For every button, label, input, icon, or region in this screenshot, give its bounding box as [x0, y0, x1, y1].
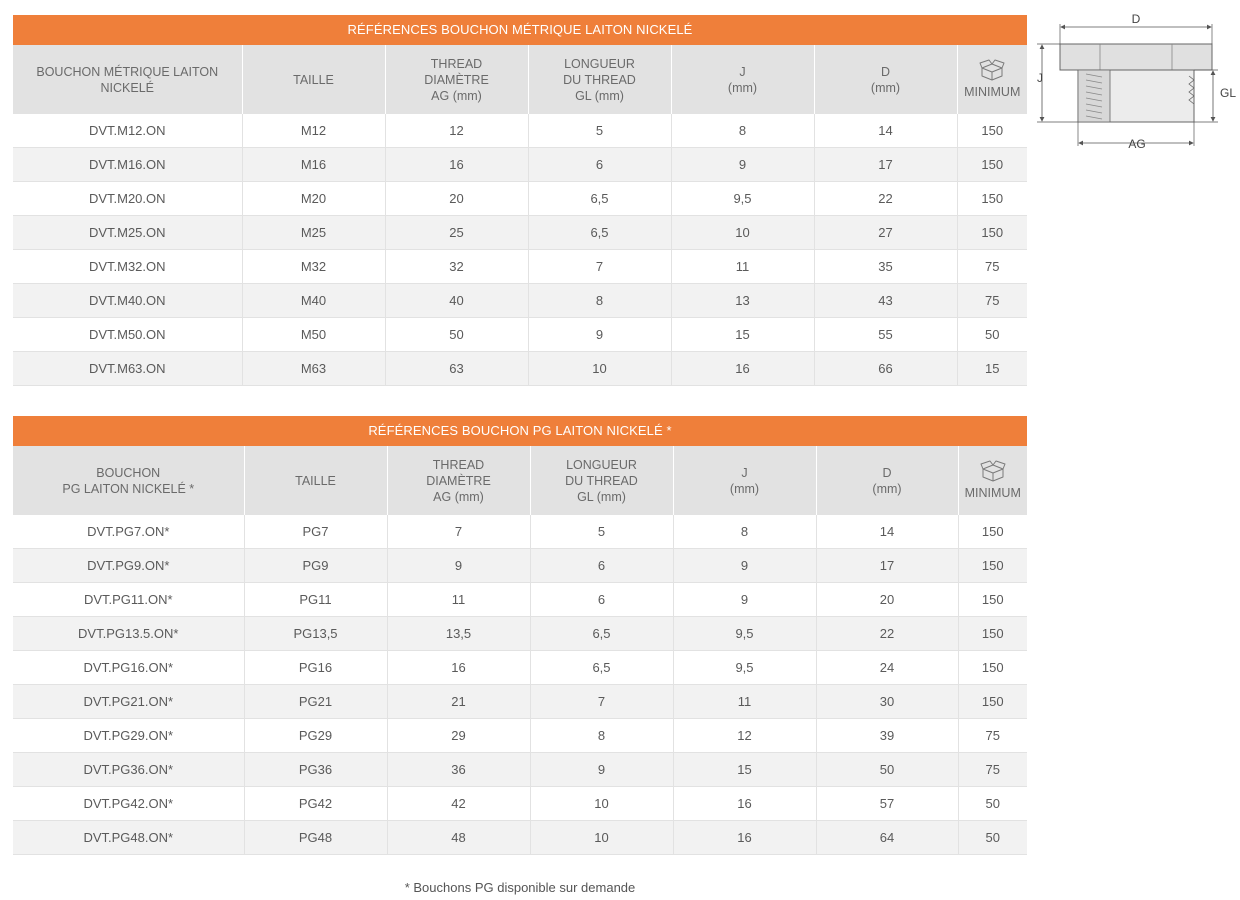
d-cell: 27: [814, 216, 957, 250]
table-row: [13, 182, 1027, 216]
ref-cell: DVT.PG42.ON*: [13, 787, 244, 821]
ref-cell: DVT.M12.ON: [13, 114, 242, 148]
thread-cell: 20: [385, 182, 528, 216]
table-row: [13, 787, 1027, 821]
d-cell: 64: [816, 821, 958, 855]
table-row: [13, 284, 1027, 318]
taille-column-header: TAILLE: [242, 45, 385, 114]
taille-cell: M40: [242, 284, 385, 318]
minimum-cell: 150: [958, 549, 1027, 583]
thread-cell: 9: [387, 549, 530, 583]
table-row: [13, 685, 1027, 719]
longueur-cell: 10: [530, 821, 673, 855]
thread-column-header: THREAD DIAMÈTRE AG (mm): [385, 45, 528, 114]
taille-cell: PG9: [244, 549, 387, 583]
pg-header-row: [13, 446, 1027, 515]
minimum-cell: 15: [957, 352, 1027, 386]
table-row: [13, 719, 1027, 753]
pg-plug-table: [13, 416, 1027, 855]
longueur-cell: 10: [528, 352, 671, 386]
thread-cell: 16: [387, 651, 530, 685]
j-cell: 16: [671, 352, 814, 386]
table-row: [13, 216, 1027, 250]
minimum-column-header: MINIMUM: [957, 45, 1027, 114]
longueur-cell: 6: [528, 148, 671, 182]
ref-cell: DVT.PG21.ON*: [13, 685, 244, 719]
longueur-column-header: LONGUEUR DU THREAD GL (mm): [528, 45, 671, 114]
table-row: [13, 250, 1027, 284]
minimum-cell: 150: [957, 114, 1027, 148]
table-row: [13, 114, 1027, 148]
table-row: [13, 148, 1027, 182]
table-row: [13, 318, 1027, 352]
d-cell: 66: [814, 352, 957, 386]
thread-cell: 63: [385, 352, 528, 386]
d-cell: 20: [816, 583, 958, 617]
j-cell: 11: [671, 250, 814, 284]
j-cell: 9: [673, 583, 816, 617]
longueur-cell: 6: [530, 583, 673, 617]
thread-cell: 42: [387, 787, 530, 821]
ref-cell: DVT.M63.ON: [13, 352, 242, 386]
table-row: [13, 753, 1027, 787]
taille-cell: M25: [242, 216, 385, 250]
minimum-cell: 150: [957, 216, 1027, 250]
thread-cell: 36: [387, 753, 530, 787]
minimum-cell: 150: [958, 515, 1027, 549]
longueur-cell: 10: [530, 787, 673, 821]
d-cell: 17: [816, 549, 958, 583]
j-cell: 8: [673, 515, 816, 549]
j-cell: 9: [671, 148, 814, 182]
longueur-cell: 8: [528, 284, 671, 318]
dimension-label-ag: AG: [1128, 137, 1146, 151]
j-cell: 9,5: [671, 182, 814, 216]
d-cell: 14: [816, 515, 958, 549]
table-row: [13, 352, 1027, 386]
d-cell: 24: [816, 651, 958, 685]
j-cell: 8: [671, 114, 814, 148]
minimum-cell: 75: [958, 753, 1027, 787]
thread-cell: 16: [385, 148, 528, 182]
taille-cell: PG48: [244, 821, 387, 855]
ref-cell: DVT.M50.ON: [13, 318, 242, 352]
table-row: [13, 515, 1027, 549]
j-cell: 9,5: [673, 617, 816, 651]
j-cell: 13: [671, 284, 814, 318]
table-row: [13, 583, 1027, 617]
ref-cell: DVT.PG13.5.ON*: [13, 617, 244, 651]
metric-table-body: [13, 114, 1027, 386]
longueur-cell: 5: [530, 515, 673, 549]
thread-cell: 40: [385, 284, 528, 318]
footnote: * Bouchons PG disponible sur demande: [404, 880, 636, 895]
longueur-cell: 7: [528, 250, 671, 284]
j-cell: 15: [673, 753, 816, 787]
taille-cell: M50: [242, 318, 385, 352]
dimension-label-gl: GL: [1219, 86, 1237, 100]
minimum-cell: 75: [957, 284, 1027, 318]
ref-cell: DVT.PG9.ON*: [13, 549, 244, 583]
d-cell: 22: [816, 617, 958, 651]
longueur-cell: 6: [530, 549, 673, 583]
thread-cell: 29: [387, 719, 530, 753]
pg-table-body: [13, 515, 1027, 855]
j-cell: 15: [671, 318, 814, 352]
minimum-cell: 75: [957, 250, 1027, 284]
ref-column-header: BOUCHON MÉTRIQUE LAITON NICKELÉ: [13, 45, 242, 114]
metric-plug-table: [13, 15, 1027, 386]
metric-header-row: [13, 45, 1027, 114]
metric-table-title: RÉFÉRENCES BOUCHON MÉTRIQUE LAITON NICKELÉ: [13, 15, 1027, 45]
longueur-cell: 6,5: [530, 651, 673, 685]
thread-cell: 21: [387, 685, 530, 719]
minimum-cell: 50: [958, 787, 1027, 821]
thread-cell: 50: [385, 318, 528, 352]
j-cell: 12: [673, 719, 816, 753]
table-row: [13, 821, 1027, 855]
taille-cell: PG7: [244, 515, 387, 549]
taille-cell: M16: [242, 148, 385, 182]
j-cell: 11: [673, 685, 816, 719]
d-cell: 43: [814, 284, 957, 318]
d-cell: 50: [816, 753, 958, 787]
table-row: [13, 549, 1027, 583]
taille-cell: PG36: [244, 753, 387, 787]
ref-cell: DVT.M25.ON: [13, 216, 242, 250]
d-cell: 55: [814, 318, 957, 352]
thread-cell: 32: [385, 250, 528, 284]
j-cell: 9: [673, 549, 816, 583]
d-cell: 39: [816, 719, 958, 753]
d-cell: 30: [816, 685, 958, 719]
d-cell: 17: [814, 148, 957, 182]
taille-cell: PG29: [244, 719, 387, 753]
minimum-cell: 150: [958, 651, 1027, 685]
ref-cell: DVT.M32.ON: [13, 250, 242, 284]
ref-cell: DVT.PG7.ON*: [13, 515, 244, 549]
d-cell: 22: [814, 182, 957, 216]
longueur-cell: 9: [528, 318, 671, 352]
d-cell: 14: [814, 114, 957, 148]
taille-cell: M20: [242, 182, 385, 216]
j-cell: 9,5: [673, 651, 816, 685]
longueur-cell: 8: [530, 719, 673, 753]
taille-cell: M63: [242, 352, 385, 386]
minimum-cell: 150: [957, 148, 1027, 182]
dimension-label-j: J: [1037, 71, 1043, 85]
pg-table-title: RÉFÉRENCES BOUCHON PG LAITON NICKELÉ *: [13, 416, 1027, 446]
longueur-column-header: LONGUEUR DU THREAD GL (mm): [530, 446, 673, 515]
minimum-cell: 150: [957, 182, 1027, 216]
table-row: [13, 617, 1027, 651]
taille-cell: M32: [242, 250, 385, 284]
longueur-cell: 7: [530, 685, 673, 719]
dimension-label-d: D: [1131, 12, 1141, 26]
j-cell: 16: [673, 787, 816, 821]
ref-cell: DVT.PG11.ON*: [13, 583, 244, 617]
ref-cell: DVT.M20.ON: [13, 182, 242, 216]
taille-cell: PG16: [244, 651, 387, 685]
thread-cell: 48: [387, 821, 530, 855]
longueur-cell: 6,5: [530, 617, 673, 651]
ref-cell: DVT.PG48.ON*: [13, 821, 244, 855]
box-icon: [980, 460, 1006, 482]
thread-cell: 7: [387, 515, 530, 549]
minimum-cell: 150: [958, 685, 1027, 719]
minimum-cell: 50: [957, 318, 1027, 352]
longueur-cell: 6,5: [528, 216, 671, 250]
ref-cell: DVT.M16.ON: [13, 148, 242, 182]
thread-column-header: THREAD DIAMÈTRE AG (mm): [387, 446, 530, 515]
minimum-cell: 150: [958, 583, 1027, 617]
minimum-cell: 50: [958, 821, 1027, 855]
thread-cell: 25: [385, 216, 528, 250]
thread-cell: 13,5: [387, 617, 530, 651]
ref-cell: DVT.M40.ON: [13, 284, 242, 318]
j-column-header: J (mm): [671, 45, 814, 114]
thread-cell: 12: [385, 114, 528, 148]
longueur-cell: 9: [530, 753, 673, 787]
minimum-column-header: MINIMUM: [958, 446, 1027, 515]
ref-cell: DVT.PG16.ON*: [13, 651, 244, 685]
longueur-cell: 6,5: [528, 182, 671, 216]
ref-cell: DVT.PG29.ON*: [13, 719, 244, 753]
taille-cell: M12: [242, 114, 385, 148]
longueur-cell: 5: [528, 114, 671, 148]
taille-cell: PG21: [244, 685, 387, 719]
d-cell: 35: [814, 250, 957, 284]
j-cell: 16: [673, 821, 816, 855]
table-row: [13, 651, 1027, 685]
d-column-header: D (mm): [814, 45, 957, 114]
j-column-header: J (mm): [673, 446, 816, 515]
minimum-cell: 75: [958, 719, 1027, 753]
box-icon: [979, 59, 1005, 81]
ref-column-header: BOUCHON PG LAITON NICKELÉ *: [13, 446, 244, 515]
d-cell: 57: [816, 787, 958, 821]
taille-column-header: TAILLE: [244, 446, 387, 515]
minimum-cell: 150: [958, 617, 1027, 651]
taille-cell: PG42: [244, 787, 387, 821]
taille-cell: PG11: [244, 583, 387, 617]
d-column-header: D (mm): [816, 446, 958, 515]
plug-dimension-diagram: [1034, 10, 1240, 155]
thread-cell: 11: [387, 583, 530, 617]
taille-cell: PG13,5: [244, 617, 387, 651]
ref-cell: DVT.PG36.ON*: [13, 753, 244, 787]
j-cell: 10: [671, 216, 814, 250]
